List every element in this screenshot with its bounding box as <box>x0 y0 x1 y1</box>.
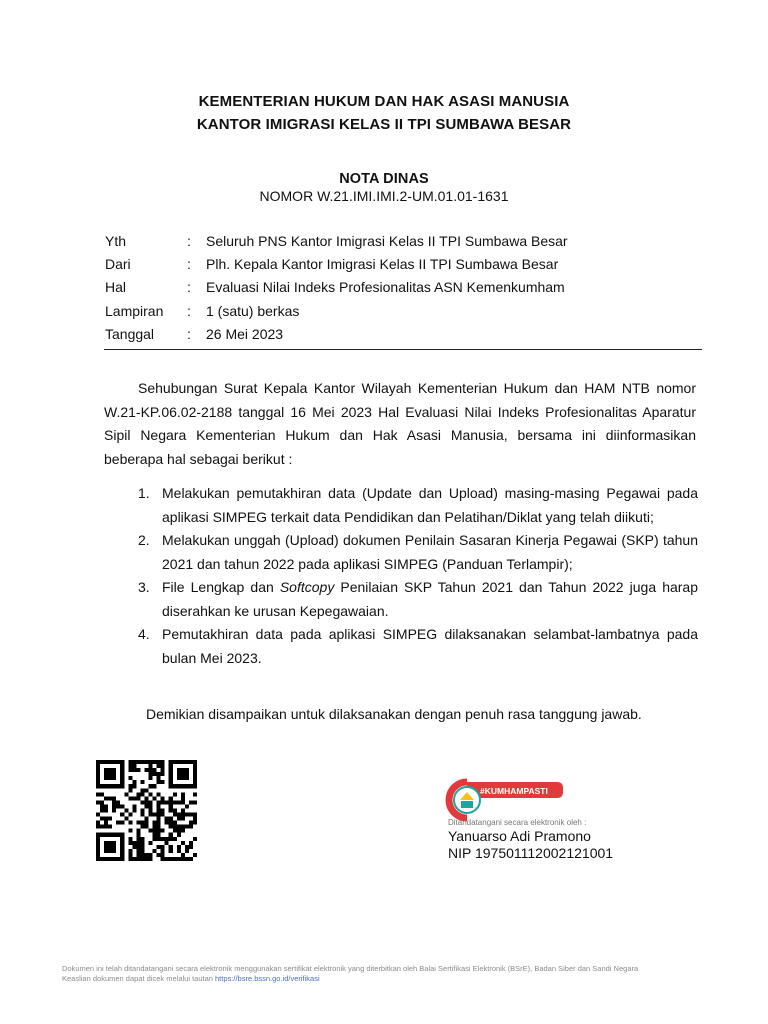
meta-row-lampiran <box>105 303 568 326</box>
list-number: 4. <box>138 626 150 642</box>
meta-key: Lampiran <box>105 302 164 319</box>
meta-row-hal <box>105 279 568 302</box>
meta-row-dari <box>105 256 568 279</box>
list-item <box>138 576 698 623</box>
memo-meta <box>105 233 568 349</box>
kumham-logo-icon <box>445 778 585 822</box>
closing-sentence: Demikian disampaikan untuk dilaksanakan dengan penuh rasa tanggung jawab. <box>146 706 642 722</box>
qr-code-icon[interactable] <box>96 760 197 861</box>
list-item <box>138 482 698 529</box>
ministry-title: KEMENTERIAN HUKUM DAN HAK ASASI MANUSIA <box>198 93 570 110</box>
footer-line1: Dokumen ini telah ditandatangani secara elektronik menggunakan sertifikat elektronik yang diterbitkan oleh Balai Sertifikasi Elektronik (BSrE), Badan Siber dan Sandi Negara <box>62 964 639 973</box>
intro-paragraph <box>104 377 696 471</box>
meta-value: Seluruh PNS Kantor Imigrasi Kelas II TPI Sumbawa Besar <box>206 233 568 249</box>
list-number: 1. <box>138 485 150 501</box>
footer-line2 <box>62 974 722 984</box>
document-type: NOTA DINAS <box>339 171 429 187</box>
list-item <box>138 529 698 576</box>
meta-colon: : <box>187 302 191 319</box>
verification-link[interactable]: https://bsre.bssn.go.id/verifikasi <box>215 974 320 983</box>
list-text-pre: File Lengkap dan <box>162 579 280 595</box>
meta-value: Plh. Kepala Kantor Imigrasi Kelas II TPI Sumbawa Besar <box>206 256 559 273</box>
meta-value: 1 (satu) berkas <box>206 302 300 319</box>
intro-text: Sehubungan Surat Kepala Kantor Wilayah Kementerian Hukum dan HAM NTB nomor W.21-KP.06.02-2188 tanggal 16 Mei 2023 Hal Evaluasi Nilai Indeks Profesionalitas Aparatur Sipil Negara Kementerian Hukum dan Hak Asasi Manusia, bersama ini diinformasikan beberapa hal sebagai berikut : <box>104 380 696 467</box>
footer-line2-prefix: Keaslian dokumen dapat dicek melalui tautan <box>62 974 216 983</box>
meta-colon: : <box>187 233 191 249</box>
signer-nip: NIP 197501112002121001 <box>448 845 614 861</box>
signer-name: Yanuarso Adi Pramono <box>448 828 591 844</box>
meta-value: 26 Mei 2023 <box>206 325 284 342</box>
list-text-italic: Softcopy <box>279 579 335 595</box>
meta-colon: : <box>187 325 191 342</box>
meta-key: Yth <box>105 233 127 249</box>
list-number: 2. <box>138 532 150 548</box>
footer-note <box>62 964 722 984</box>
list-number: 3. <box>138 579 150 595</box>
list-text: Pemutakhiran data pada aplikasi SIMPEG dilaksanakan selambat-lambatnya pada bulan Mei 2023. <box>162 626 698 666</box>
meta-row-yth <box>105 233 568 256</box>
meta-colon: : <box>187 279 191 296</box>
meta-key: Dari <box>105 256 131 273</box>
list-text: Melakukan unggah (Upload) dokumen Penilain Sasaran Kinerja Pegawai (SKP) tahun 2021 dan tahun 2022 pada aplikasi SIMPEG (Panduan Terlampir); <box>162 532 698 572</box>
list-item <box>138 623 698 670</box>
list-text-post: Penilaian SKP Tahun 2021 dan Tahun 2022 juga harap diserahkan ke urusan Kepegawaian. <box>162 579 698 619</box>
header-divider <box>104 349 702 350</box>
office-title: KANTOR IMIGRASI KELAS II TPI SUMBAWA BESAR <box>196 116 572 133</box>
document-number: NOMOR W.21.IMI.IMI.2-UM.01.01-1631 <box>259 188 509 204</box>
logo-text: #KUMHAMPASTI <box>480 786 548 796</box>
meta-row-tanggal <box>105 326 568 349</box>
signed-note: Ditandatangani secara elektronik oleh : <box>448 818 587 827</box>
meta-key: Tanggal <box>105 325 155 342</box>
meta-colon: : <box>187 256 191 273</box>
list-text: Melakukan pemutakhiran data (Update dan Upload) masing-masing Pegawai pada aplikasi SIMPEG terkait data Pendidikan dan Pelatihan/Diklat yang telah diikuti; <box>162 485 698 525</box>
meta-key: Hal <box>105 279 127 296</box>
instruction-list <box>138 482 698 670</box>
meta-value: Evaluasi Nilai Indeks Profesionalitas ASN Kemenkumham <box>206 279 565 296</box>
